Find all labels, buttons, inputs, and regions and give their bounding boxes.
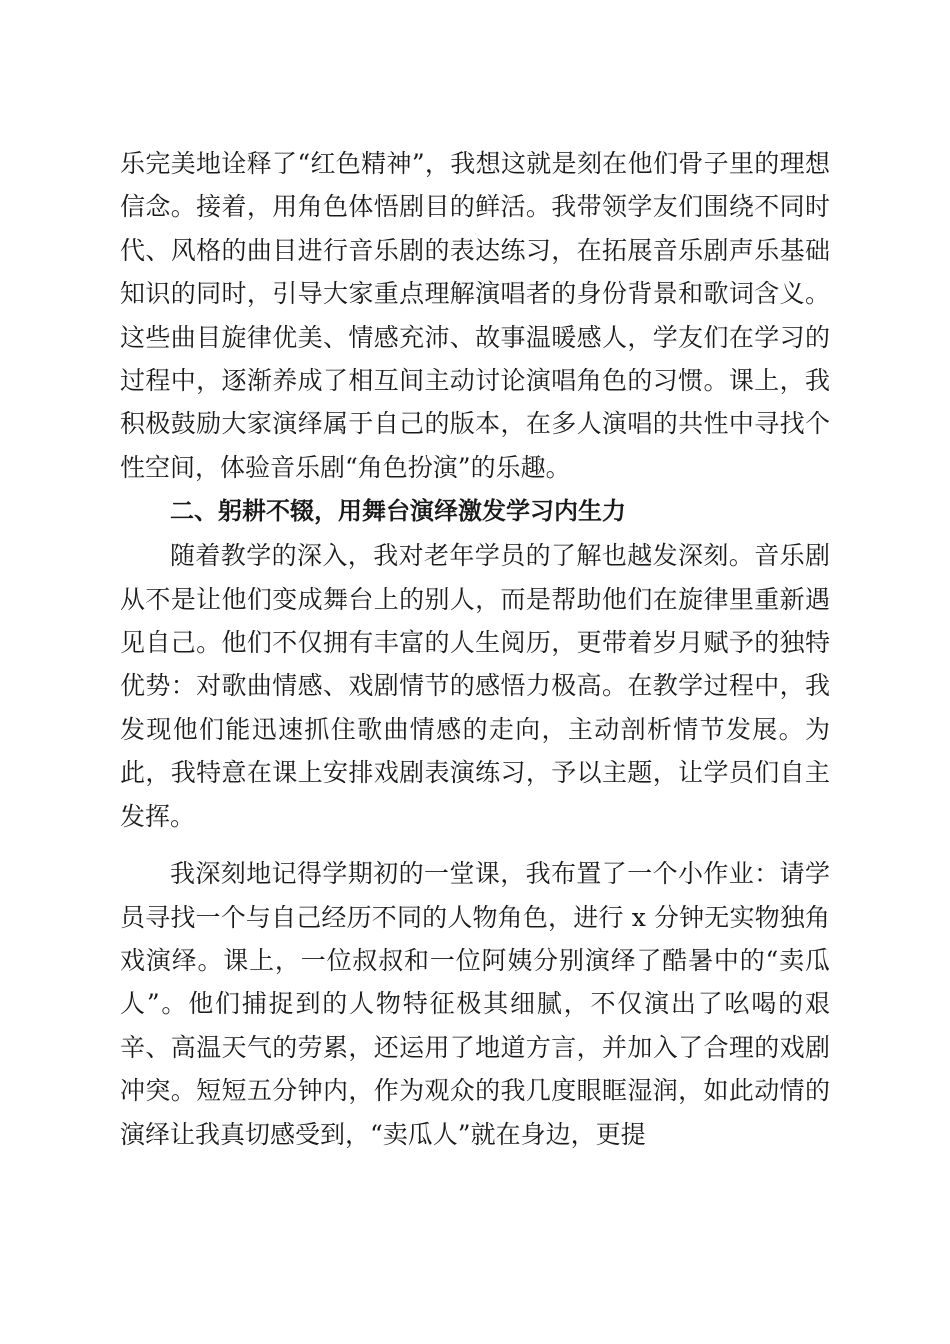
paragraph-teaching-deepening: 随着教学的深入，我对老年学员的了解也越发深刻。音乐剧从不是让他们变成舞台上的别人，而是帮助他们在旋律里重新遇见自己。他们不仅拥有丰富的人生阅历，更带着岁月赋予的独特优势：对歌曲情感、戏剧情节的感悟力极高。在教学过程中，我发现他们能迅速抓住歌曲情感的走向，主动剖析情节发展。为此，我特意在课上安排戏剧表演练习，予以主题，让学员们自主发挥。 bbox=[120, 541, 830, 831]
document-page bbox=[120, 142, 830, 1156]
paragraph-red-spirit-continued: 乐完美地诠释了“红色精神”，我想这就是刻在他们骨子里的理想信念。接着，用角色体悟剧目的鲜活。我带领学友们围绕不同时代、风格的曲目进行音乐剧的表达练习，在拓展音乐剧声乐基础知识的同时，引导大家重点理解演唱者的身份背景和歌词含义。这些曲目旋律优美、情感充沛、故事温暖感人，学友们在学习的过程中，逐渐养成了相互间主动讨论演唱角色的习惯。课上，我积极鼓励大家演绎属于自己的版本，在多人演唱的共性中寻找个性空间，体验音乐剧“角色扮演”的乐趣。 bbox=[120, 149, 830, 482]
paragraph-melon-seller-story: 我深刻地记得学期初的一堂课，我布置了一个小作业：请学员寻找一个与自己经历不同的人物角色，进行 x 分钟无实物独角戏演绎。课上，一位叔叔和一位阿姨分别演绎了酷暑中的“卖瓜人”。他们捕捉到的人物特征极其细腻，不仅演出了吆喝的艰辛、高温天气的劳累，还运用了地道方言，并加入了合理的戏剧冲突。短短五分钟内，作为观众的我几度眼眶湿润，如此动情的演绎让我真切感受到，“卖瓜人”就在身边，更提 bbox=[120, 859, 830, 1149]
section-heading-two: 二、躬耕不辍，用舞台演绎激发学习内生力 bbox=[170, 497, 626, 526]
